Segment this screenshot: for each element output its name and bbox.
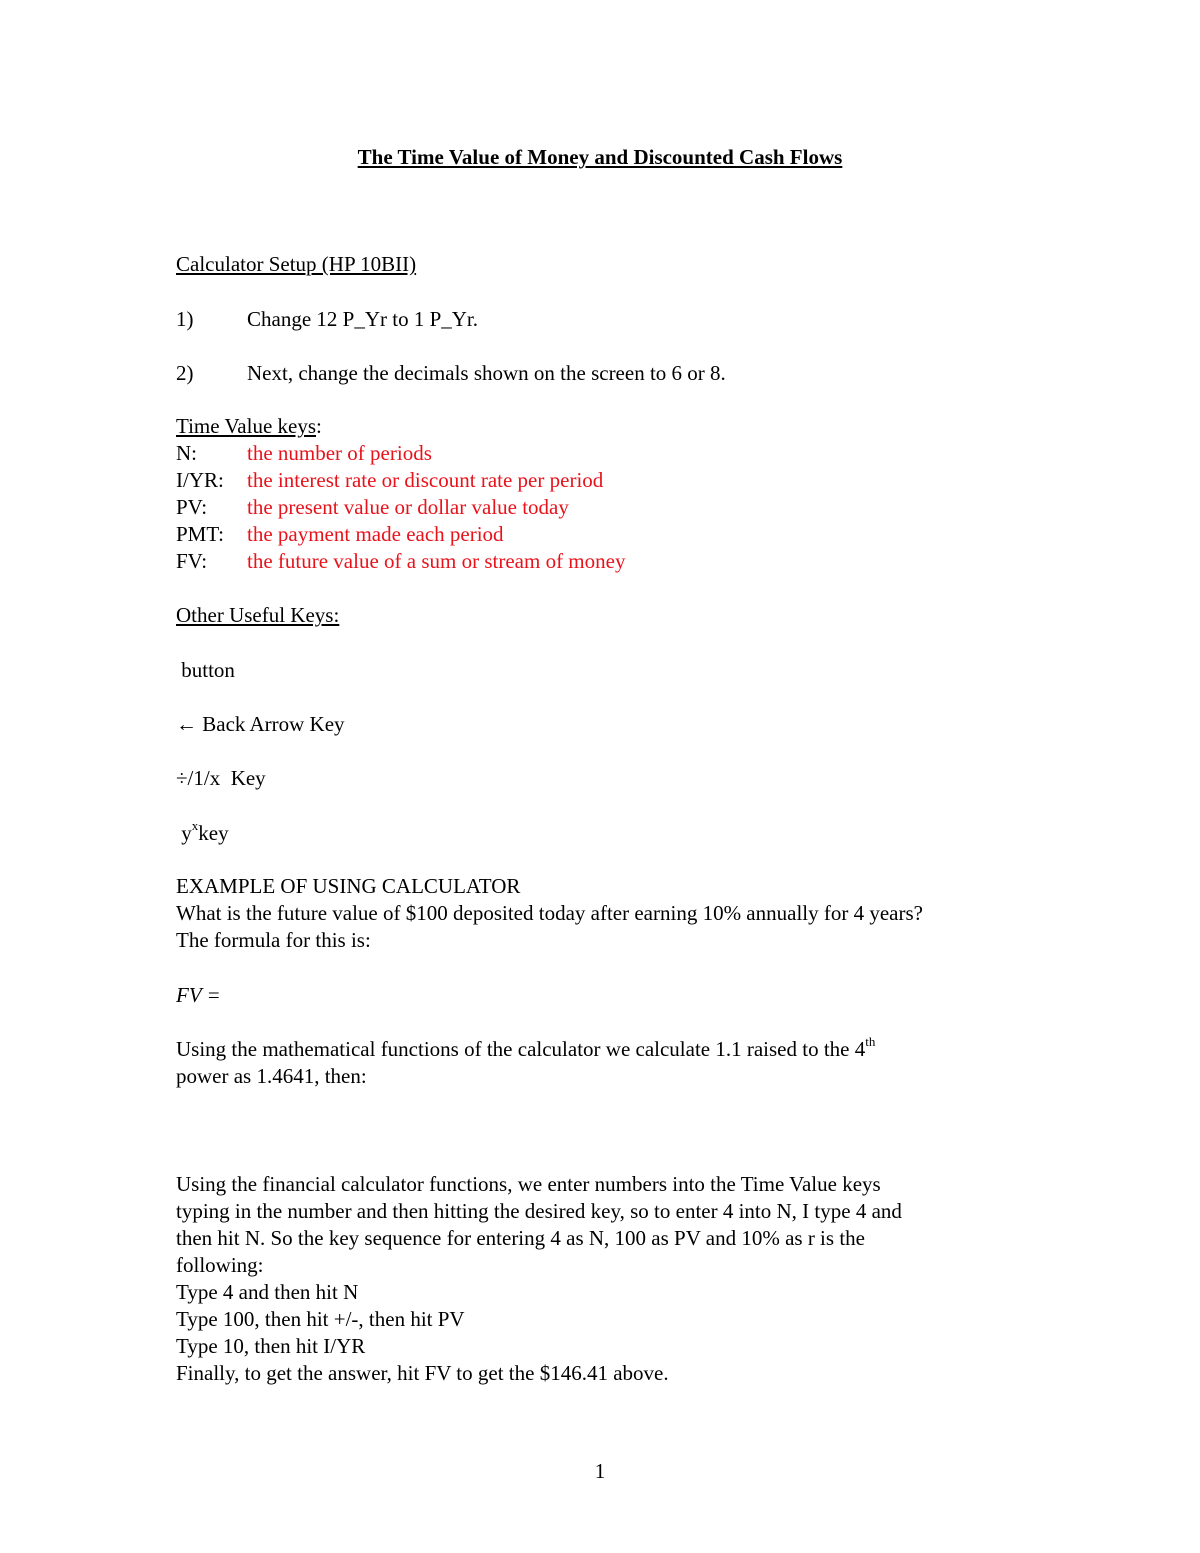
- formula: FV =: [176, 983, 221, 1007]
- time-value-heading-colon: :: [316, 414, 322, 438]
- paragraph-line: Using the financial calculator functions, we enter numbers into the Time Value keys: [176, 1172, 881, 1196]
- paragraph-line: following:: [176, 1253, 264, 1277]
- power-key-base: y: [176, 821, 192, 845]
- button-key-line: button: [176, 658, 235, 682]
- instruction-line: Type 10, then hit I/YR: [176, 1334, 366, 1358]
- power-key-superscript: x: [191, 818, 199, 833]
- setup-heading: Calculator Setup (HP 10BII): [176, 252, 417, 276]
- instruction-line: Finally, to get the answer, hit FV to get the $146.41 above.: [176, 1361, 669, 1385]
- step-text: Next, change the decimals shown on the screen to 6 or 8.: [247, 361, 726, 385]
- key-description: the present value or dollar value today: [247, 495, 569, 519]
- paragraph-line: then hit N. So the key sequence for entering 4 as N, 100 as PV and 10% as r is the: [176, 1226, 865, 1250]
- math-explanation-line: power as 1.4641, then:: [176, 1064, 367, 1088]
- power-key-suffix: key: [198, 821, 229, 845]
- instruction-line: Type 4 and then hit N: [176, 1280, 359, 1304]
- key-description: the interest rate or discount rate per period: [247, 468, 604, 492]
- key-label: FV:: [176, 549, 208, 573]
- math-explanation-line: [176, 1036, 875, 1063]
- key-description: the number of periods: [247, 441, 432, 465]
- key-label: I/YR:: [176, 468, 224, 492]
- key-label: PV:: [176, 495, 208, 519]
- example-heading: EXAMPLE OF USING CALCULATOR: [176, 874, 521, 898]
- page-number: 1: [594, 1459, 606, 1483]
- example-question: What is the future value of $100 deposited today after earning 10% annually for 4 years?: [176, 901, 923, 925]
- formula-intro: The formula for this is:: [176, 928, 371, 952]
- step-text: Change 12 P_Yr to 1 P_Yr.: [247, 307, 478, 331]
- key-description: the payment made each period: [247, 522, 504, 546]
- math-explanation-text: Using the mathematical functions of the calculator we calculate 1.1 raised to the 4: [176, 1037, 866, 1061]
- time-value-heading-text: Time Value keys: [176, 414, 317, 438]
- paragraph-line: typing in the number and then hitting the desired key, so to enter 4 into N, I type 4 and: [176, 1199, 902, 1223]
- time-value-heading: [176, 413, 322, 440]
- key-label: N:: [176, 441, 197, 465]
- page-title: The Time Value of Money and Discounted Cash Flows: [357, 145, 843, 169]
- key-label: PMT:: [176, 522, 224, 546]
- step-number: 1): [176, 307, 194, 331]
- instruction-line: Type 100, then hit +/-, then hit PV: [176, 1307, 465, 1331]
- power-key-line: [176, 820, 229, 847]
- back-arrow-key-line: ← Back Arrow Key: [176, 712, 345, 736]
- key-description: the future value of a sum or stream of money: [247, 549, 626, 573]
- reciprocal-key-line: ÷/1/x Key: [176, 766, 266, 790]
- other-keys-heading: Other Useful Keys:: [176, 603, 340, 627]
- step-number: 2): [176, 361, 194, 385]
- ordinal-superscript: th: [865, 1034, 876, 1049]
